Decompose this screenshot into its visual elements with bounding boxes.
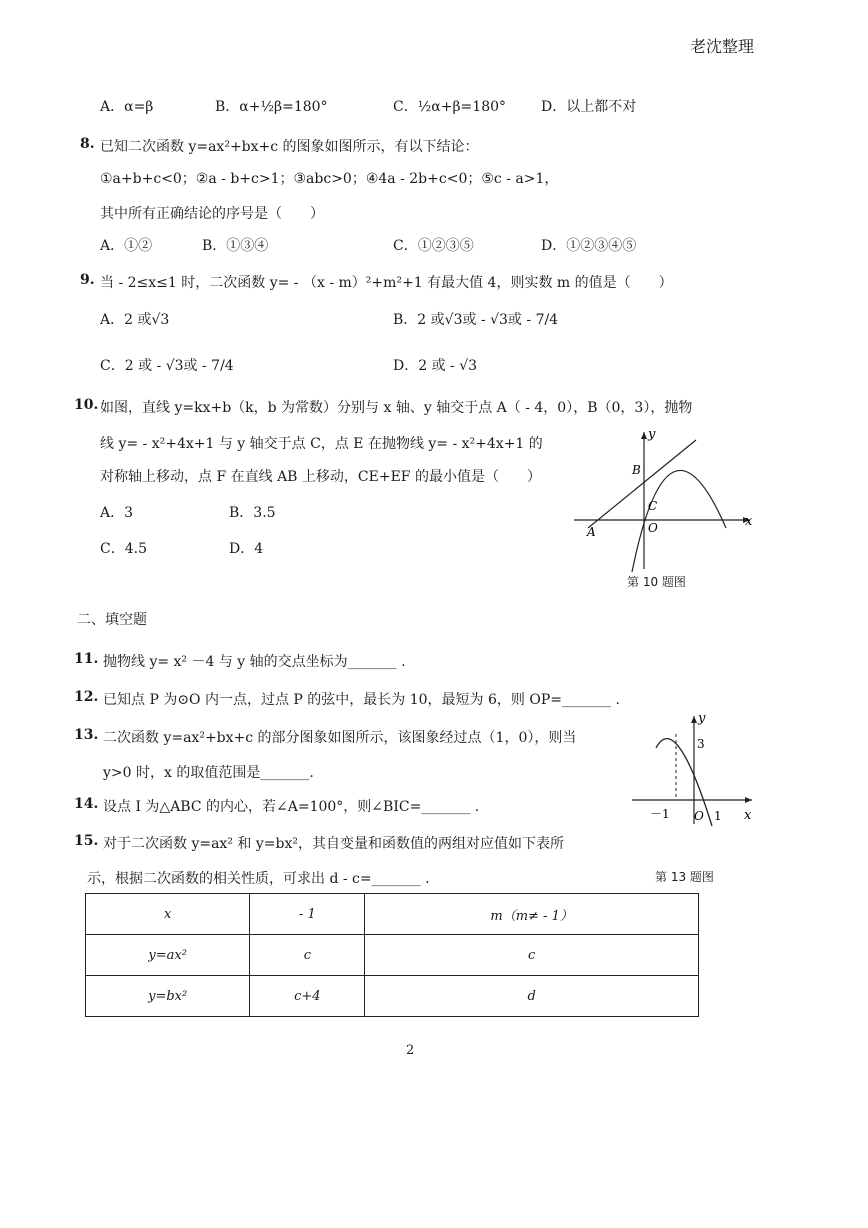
- q8-conclusions: ①a+b+c<0；②a - b+c>1；③abc>0；④4a - 2b+c<0；⑤c - a>1，: [100, 171, 559, 187]
- q13-label-1: 1: [714, 809, 722, 823]
- q10-option-d: D．4: [229, 541, 264, 557]
- table-cell: c: [365, 935, 699, 976]
- table-row: [86, 976, 699, 1017]
- q13-label-x: x: [744, 808, 752, 823]
- q13-figure: [630, 708, 760, 828]
- page-number: 2: [406, 1043, 415, 1058]
- q10-label-c: C: [648, 499, 658, 513]
- q7-option-a: A．α=β: [100, 99, 154, 115]
- table-row: [86, 894, 699, 935]
- q7-option-d: D．以上都不对: [541, 99, 637, 115]
- q8-number: 8.: [80, 136, 95, 152]
- q10-label-a: A: [587, 525, 596, 539]
- q13-y-arrow: [691, 716, 697, 723]
- q9-number: 9.: [80, 272, 95, 288]
- q8-option-b: B．①③④: [202, 238, 269, 254]
- q13-x-arrow: [745, 797, 752, 803]
- q8-option-a: A．①②: [100, 238, 153, 254]
- q9-stem: 当 - 2≤x≤1 时，二次函数 y= - （x - m）²+m²+1 有最大值 4，则实数 m 的值是（ ）: [100, 275, 673, 291]
- q7-option-c: C．½α+β=180°: [393, 99, 507, 115]
- table-row: [86, 935, 699, 976]
- q12-number: 12.: [74, 689, 99, 705]
- table-cell: d: [365, 976, 699, 1017]
- q10-parabola: [632, 470, 726, 572]
- table-cell: x: [86, 894, 250, 935]
- q10-option-c: C．4.5: [100, 541, 147, 557]
- table-cell: y=ax²: [86, 935, 250, 976]
- q7-option-b: B．α+½β=180°: [215, 99, 328, 115]
- q9-option-b: B．2 或√3或 - √3或 - 7/4: [393, 312, 559, 328]
- q14-text: 设点 I 为△ABC 的内心，若∠A=100°，则∠BIC=_______ .: [103, 799, 480, 815]
- q13-label-neg1: －1: [650, 807, 670, 821]
- q8-ask: 其中所有正确结论的序号是（ ）: [100, 206, 324, 222]
- q9-option-a: A．2 或√3: [100, 312, 170, 328]
- q12-text: 已知点 P 为⊙O 内一点，过点 P 的弦中，最长为 10，最短为 6，则 OP=_______ .: [103, 692, 620, 708]
- q8-option-d: D．①②③④⑤: [541, 238, 637, 254]
- q9-option-d: D．2 或 - √3: [393, 358, 478, 374]
- q13-figure-caption: 第 13 题图: [655, 870, 714, 884]
- table-cell: y=bx²: [86, 976, 250, 1017]
- q11-number: 11.: [74, 651, 99, 667]
- q10-line3: 对称轴上移动，点 F 在直线 AB 上移动，CE+EF 的最小值是（ ）: [100, 469, 541, 485]
- table-cell: - 1: [250, 894, 365, 935]
- q10-figure-caption: 第 10 题图: [627, 575, 686, 589]
- q15-line2: 示，根据二次函数的相关性质，可求出 d - c=_______ .: [87, 871, 430, 887]
- q15-line1: 对于二次函数 y=ax² 和 y=bx²，其自变量和函数值的两组对应值如下表所: [103, 836, 564, 852]
- q15-number: 15.: [74, 833, 99, 849]
- q10-line1: 如图，直线 y=kx+b（k，b 为常数）分别与 x 轴、y 轴交于点 A（ - 4，0），B（0，3），抛物: [100, 400, 693, 416]
- q10-figure: [570, 424, 760, 574]
- q8-option-c: C．①②③⑤: [393, 238, 474, 254]
- table-cell: m（m≠ - 1）: [365, 894, 699, 935]
- q9-option-c: C．2 或 - √3或 - 7/4: [100, 358, 234, 374]
- q13-line1: 二次函数 y=ax²+bx+c 的部分图象如图所示，该图象经过点（1，0），则当: [103, 730, 577, 746]
- q14-number: 14.: [74, 796, 99, 812]
- q11-text: 抛物线 y= x² －4 与 y 轴的交点坐标为_______ .: [103, 654, 406, 670]
- q15-value-table: [85, 893, 699, 1017]
- q10-y-arrow: [641, 432, 647, 439]
- q13-label-y: y: [698, 711, 706, 726]
- q10-label-o: O: [648, 521, 658, 535]
- q10-line-ab: [588, 440, 696, 528]
- q10-line2: 线 y= - x²+4x+1 与 y 轴交于点 C，点 E 在抛物线 y= - x²+4x+1 的: [100, 436, 543, 452]
- section-fill-in-title: 二、填空题: [77, 612, 147, 628]
- q13-label-o: O: [694, 809, 704, 823]
- q10-label-b: B: [632, 463, 641, 477]
- q8-stem: 已知二次函数 y=ax²+bx+c 的图象如图所示，有以下结论：: [100, 139, 479, 155]
- q10-label-x: x: [745, 514, 753, 529]
- header-watermark: 老沈整理: [690, 37, 755, 56]
- q10-label-y: y: [648, 427, 656, 442]
- q13-line2: y>0 时，x 的取值范围是_______.: [103, 765, 314, 781]
- q13-label-3: 3: [697, 737, 705, 751]
- q10-option-b: B．3.5: [229, 505, 276, 521]
- table-cell: c+4: [250, 976, 365, 1017]
- q10-option-a: A．3: [100, 505, 134, 521]
- q13-number: 13.: [74, 727, 99, 743]
- q10-number: 10.: [74, 397, 99, 413]
- table-cell: c: [250, 935, 365, 976]
